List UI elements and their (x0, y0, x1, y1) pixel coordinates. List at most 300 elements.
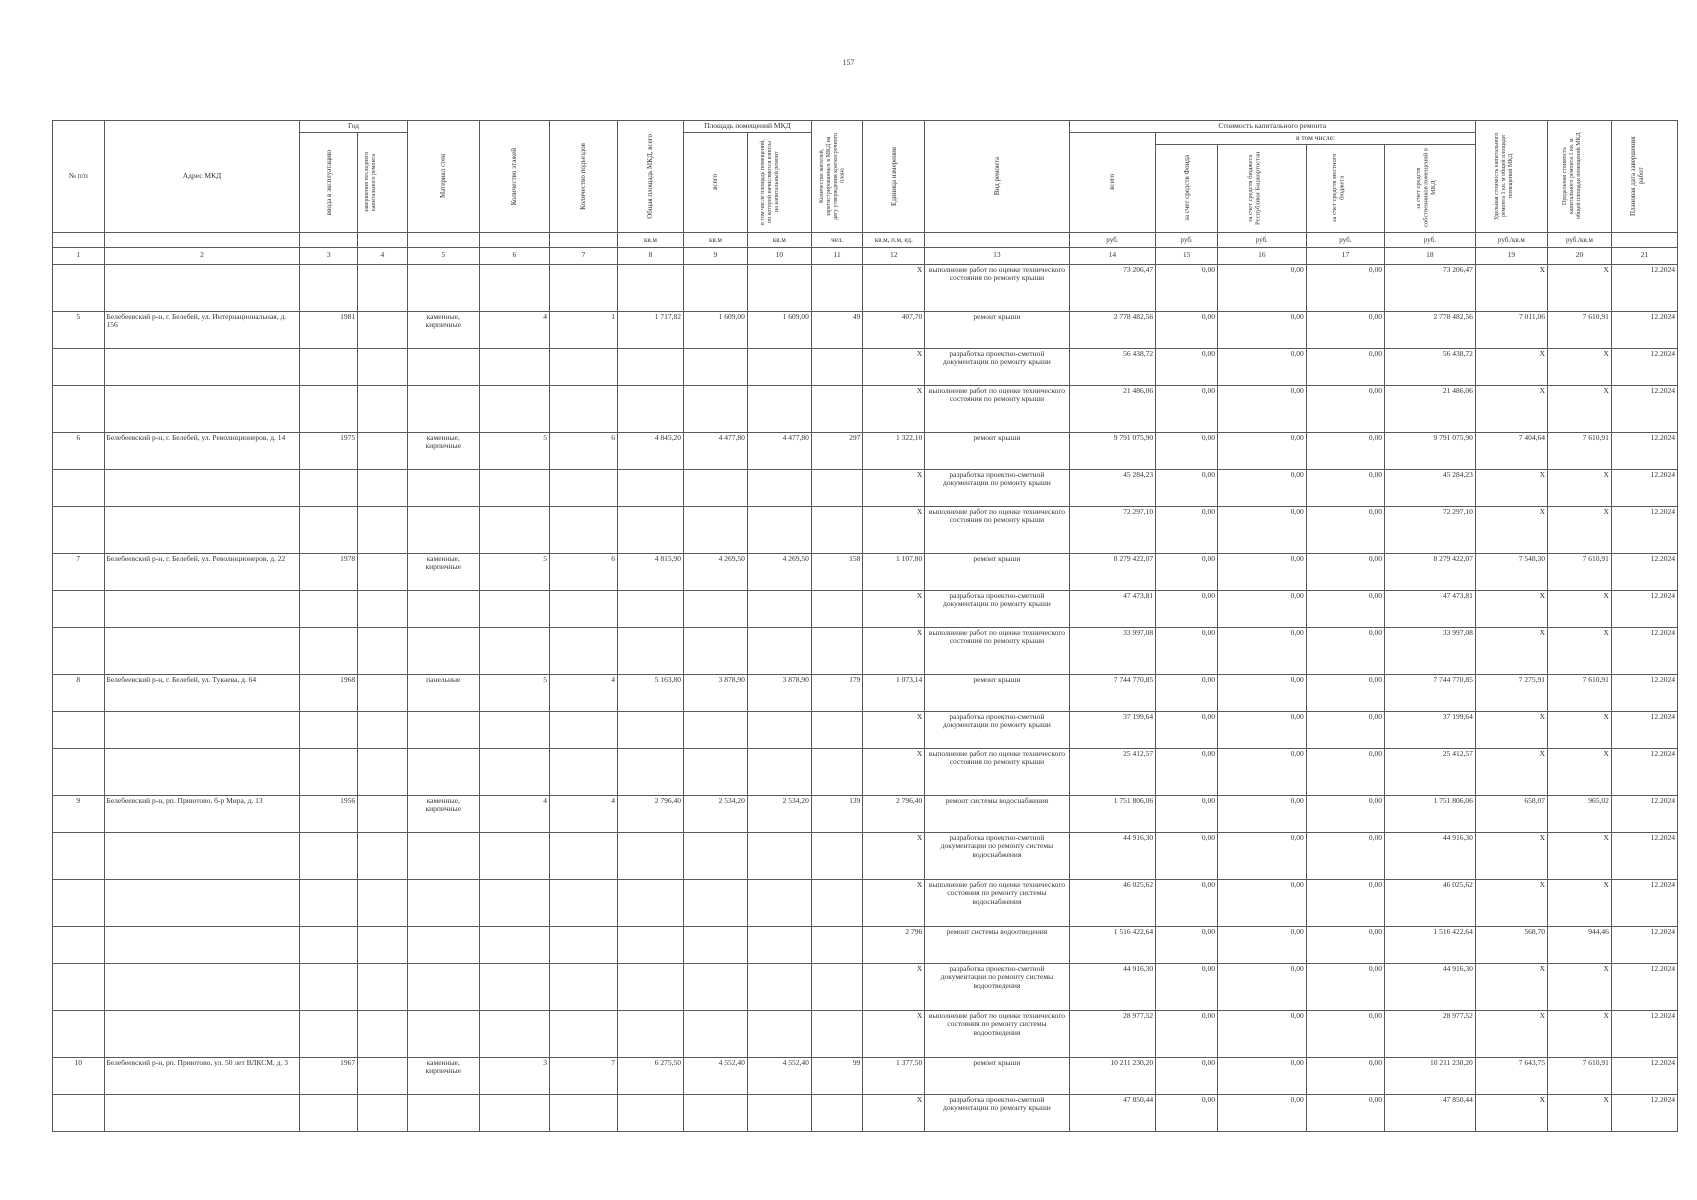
cell-unit: X (1475, 748, 1547, 795)
cell-unit: X (1475, 832, 1547, 879)
column-number-cell: 1 (53, 247, 105, 264)
header-year-last-repair: завершения последнего капитального ремонта (358, 133, 407, 233)
cell-c-own: 37 199,64 (1385, 711, 1476, 748)
header-floors: Количество этажей (479, 121, 549, 233)
cell-qty: 1 107,80 (863, 553, 925, 590)
cell-area (617, 348, 683, 385)
cell-floors (479, 1010, 549, 1057)
cell-area: 1 717,82 (617, 311, 683, 348)
cell-c-total: 73 206,47 (1069, 264, 1156, 311)
cell-num: 5 (53, 311, 105, 348)
cell-y2 (358, 879, 407, 926)
cell-wall: каменные, кирпичные (407, 432, 479, 469)
cell-c-total: 45 284,23 (1069, 469, 1156, 506)
cell-address (104, 627, 300, 674)
header-cost-republic: за счет средств бюджета Республики Башкортостан (1218, 144, 1307, 232)
cell-address (104, 506, 300, 553)
cell-y2 (358, 926, 407, 963)
page-number: 157 (842, 58, 855, 67)
cell-qty: 1 377,50 (863, 1057, 925, 1094)
cell-c-total: 21 486,06 (1069, 385, 1156, 432)
cell-max: X (1547, 348, 1611, 385)
cell-area (617, 506, 683, 553)
cell-y1 (300, 264, 358, 311)
cell-c-rep: 0,00 (1218, 795, 1307, 832)
cell-c-rep: 0,00 (1218, 385, 1307, 432)
cell-p-total (683, 748, 747, 795)
table-row (53, 832, 1678, 879)
cell-num (53, 506, 105, 553)
cell-ent (549, 385, 617, 432)
cell-y1 (300, 469, 358, 506)
cell-address (104, 832, 300, 879)
cell-ent (549, 348, 617, 385)
capital-repair-table (52, 120, 1678, 1132)
cell-max: X (1547, 385, 1611, 432)
cell-floors: 5 (479, 432, 549, 469)
header-deadline: Плановая дата завершения работ (1611, 121, 1677, 233)
cell-date: 12.2024 (1611, 469, 1677, 506)
unit-cell (358, 232, 407, 247)
cell-qty: X (863, 469, 925, 506)
cell-work: ремонт крыши (925, 553, 1069, 590)
cell-y2 (358, 1094, 407, 1131)
cell-wall (407, 879, 479, 926)
cell-max: X (1547, 879, 1611, 926)
column-number-cell: 21 (1611, 247, 1677, 264)
cell-p-total (683, 1010, 747, 1057)
table-row (53, 1010, 1678, 1057)
cell-c-loc: 0,00 (1306, 553, 1384, 590)
cell-address (104, 879, 300, 926)
cell-max: X (1547, 627, 1611, 674)
cell-qty: 407,70 (863, 311, 925, 348)
cell-floors: 5 (479, 553, 549, 590)
cell-work: выполнение работ по оценке технического состояния по ремонту крыши (925, 748, 1069, 795)
cell-p-fund (747, 711, 811, 748)
cell-ent (549, 832, 617, 879)
cell-res: 158 (811, 553, 863, 590)
table-row (53, 311, 1678, 348)
cell-c-fund: 0,00 (1156, 432, 1218, 469)
cell-c-total: 46 025,62 (1069, 879, 1156, 926)
cell-num (53, 469, 105, 506)
cell-c-total: 56 438,72 (1069, 348, 1156, 385)
cell-work: ремонт крыши (925, 311, 1069, 348)
column-number-cell: 17 (1306, 247, 1384, 264)
header-premises-fund: в том числе площадь помещений, по которой начисляются взносы на капитальный ремонт (747, 133, 811, 233)
cell-p-fund (747, 590, 811, 627)
cell-address (104, 385, 300, 432)
cell-p-total (683, 385, 747, 432)
cell-wall (407, 1094, 479, 1131)
cell-wall (407, 385, 479, 432)
cell-work: выполнение работ по оценке технического состояния по ремонту крыши (925, 385, 1069, 432)
cell-num: 7 (53, 553, 105, 590)
cell-res: 297 (811, 432, 863, 469)
cell-c-fund: 0,00 (1156, 1010, 1218, 1057)
cell-p-total (683, 926, 747, 963)
cell-area (617, 711, 683, 748)
cell-max: X (1547, 963, 1611, 1010)
cell-res: 99 (811, 1057, 863, 1094)
header-wall-material: Материал стен (407, 121, 479, 233)
cell-c-loc: 0,00 (1306, 432, 1384, 469)
header-premises-group: Площадь помещений МКД (683, 121, 811, 133)
cell-max: X (1547, 711, 1611, 748)
table-body (53, 264, 1678, 1131)
cell-address (104, 963, 300, 1010)
cell-res (811, 469, 863, 506)
column-number-cell: 19 (1475, 247, 1547, 264)
cell-y2 (358, 590, 407, 627)
cell-work: выполнение работ по оценке технического состояния по ремонту крыши (925, 264, 1069, 311)
cell-c-fund: 0,00 (1156, 348, 1218, 385)
cell-address: Белебеевский р-н, рп. Приютово, ул. 50 лет ВЛКСМ, д. 3 (104, 1057, 300, 1094)
cell-floors (479, 506, 549, 553)
cell-c-total: 47 473,81 (1069, 590, 1156, 627)
column-number-cell: 6 (479, 247, 549, 264)
cell-area (617, 963, 683, 1010)
cell-num: 10 (53, 1057, 105, 1094)
cell-p-total (683, 627, 747, 674)
cell-ent (549, 879, 617, 926)
table-row (53, 674, 1678, 711)
cell-c-own: 28 977,52 (1385, 1010, 1476, 1057)
cell-address: Белебеевский р-н, г. Белебей, ул. Революционеров, д. 14 (104, 432, 300, 469)
cell-c-total: 7 744 770,85 (1069, 674, 1156, 711)
cell-c-own: 2 778 482,56 (1385, 311, 1476, 348)
cell-date: 12.2024 (1611, 432, 1677, 469)
header-cost-sub: в том числе: (1156, 133, 1476, 145)
cell-c-own: 21 486,06 (1385, 385, 1476, 432)
cell-qty: X (863, 963, 925, 1010)
cell-c-total: 2 778 482,56 (1069, 311, 1156, 348)
column-number-cell: 13 (925, 247, 1069, 264)
cell-ent: 4 (549, 674, 617, 711)
cell-wall: каменные, кирпичные (407, 311, 479, 348)
cell-res (811, 1010, 863, 1057)
cell-num (53, 590, 105, 627)
cell-p-total: 2 534,20 (683, 795, 747, 832)
cell-c-rep: 0,00 (1218, 1094, 1307, 1131)
table-row (53, 590, 1678, 627)
cell-res (811, 1094, 863, 1131)
unit-cell: руб./кв.м (1547, 232, 1611, 247)
cell-unit: 7 275,91 (1475, 674, 1547, 711)
cell-c-total: 9 791 075,90 (1069, 432, 1156, 469)
unit-cell: руб. (1218, 232, 1307, 247)
cell-ent: 6 (549, 432, 617, 469)
cell-qty: X (863, 506, 925, 553)
cell-p-total (683, 879, 747, 926)
cell-work: ремонт системы водоотведения (925, 926, 1069, 963)
cell-c-loc: 0,00 (1306, 963, 1384, 1010)
cell-c-own: 1 751 806,06 (1385, 795, 1476, 832)
cell-ent: 4 (549, 795, 617, 832)
cell-wall (407, 506, 479, 553)
cell-c-own: 44 916,30 (1385, 963, 1476, 1010)
cell-ent (549, 590, 617, 627)
cell-p-total (683, 264, 747, 311)
cell-c-own: 56 438,72 (1385, 348, 1476, 385)
cell-c-fund: 0,00 (1156, 264, 1218, 311)
column-number-cell: 3 (300, 247, 358, 264)
cell-y2 (358, 963, 407, 1010)
cell-wall: каменные, кирпичные (407, 795, 479, 832)
cell-res (811, 711, 863, 748)
cell-ent (549, 469, 617, 506)
cell-wall (407, 832, 479, 879)
cell-p-total: 4 269,50 (683, 553, 747, 590)
cell-c-fund: 0,00 (1156, 711, 1218, 748)
cell-area (617, 627, 683, 674)
cell-qty: X (863, 348, 925, 385)
cell-date: 12.2024 (1611, 832, 1677, 879)
cell-work: разработка проектно-сметной документации по ремонту системы водоотведения (925, 963, 1069, 1010)
cell-res (811, 264, 863, 311)
table-row (53, 627, 1678, 674)
cell-work: ремонт крыши (925, 1057, 1069, 1094)
cell-c-rep: 0,00 (1218, 711, 1307, 748)
header-unit-cost: Удельная стоимость капитального ремонта 1 кв. м общей площади помещений МКД (1475, 121, 1547, 233)
unit-cell (104, 232, 300, 247)
unit-cell (1611, 232, 1677, 247)
cell-y2 (358, 469, 407, 506)
header-cost-owners: за счет средств собственников помещений в МКД (1385, 144, 1476, 232)
cell-wall (407, 469, 479, 506)
cell-num (53, 348, 105, 385)
cell-unit: X (1475, 506, 1547, 553)
header-work-qty: Единица измерения (863, 121, 925, 233)
cell-c-own: 33 997,08 (1385, 627, 1476, 674)
cell-res (811, 627, 863, 674)
cell-floors: 4 (479, 795, 549, 832)
cell-c-fund: 0,00 (1156, 506, 1218, 553)
cell-y1: 1981 (300, 311, 358, 348)
cell-area: 6 275,50 (617, 1057, 683, 1094)
cell-c-loc: 0,00 (1306, 1010, 1384, 1057)
cell-ent (549, 711, 617, 748)
cell-floors (479, 469, 549, 506)
cell-c-loc: 0,00 (1306, 748, 1384, 795)
cell-c-own: 73 206,47 (1385, 264, 1476, 311)
cell-c-own: 45 284,23 (1385, 469, 1476, 506)
cell-c-own: 47 473,81 (1385, 590, 1476, 627)
cell-p-fund (747, 469, 811, 506)
table-row (53, 506, 1678, 553)
cell-p-fund (747, 748, 811, 795)
cell-unit: 7 011,06 (1475, 311, 1547, 348)
cell-c-rep: 0,00 (1218, 469, 1307, 506)
cell-floors (479, 1094, 549, 1131)
cell-floors (479, 832, 549, 879)
cell-c-total: 72 297,10 (1069, 506, 1156, 553)
cell-c-total: 8 279 422,07 (1069, 553, 1156, 590)
cell-y2 (358, 348, 407, 385)
cell-address (104, 926, 300, 963)
cell-c-fund: 0,00 (1156, 311, 1218, 348)
cell-qty: X (863, 832, 925, 879)
cell-c-rep: 0,00 (1218, 832, 1307, 879)
cell-wall: каменные, кирпичные (407, 553, 479, 590)
cell-address: Белебеевский р-н, рп. Приютово, б-р Мира, д. 13 (104, 795, 300, 832)
header-cost-fund: за счет средств Фонда (1156, 144, 1218, 232)
cell-ent: 6 (549, 553, 617, 590)
cell-c-total: 44 916,30 (1069, 963, 1156, 1010)
cell-c-rep: 0,00 (1218, 264, 1307, 311)
cell-p-total (683, 832, 747, 879)
cell-res (811, 590, 863, 627)
column-number-cell: 20 (1547, 247, 1611, 264)
table-row (53, 553, 1678, 590)
cell-qty: 2 796,40 (863, 795, 925, 832)
cell-res (811, 748, 863, 795)
cell-c-rep: 0,00 (1218, 506, 1307, 553)
cell-c-loc: 0,00 (1306, 1094, 1384, 1131)
cell-unit: X (1475, 1010, 1547, 1057)
units-row (53, 232, 1678, 247)
table-row (53, 264, 1678, 311)
unit-cell (53, 232, 105, 247)
cell-c-fund: 0,00 (1156, 590, 1218, 627)
header-max-cost: Предельная стоимость капитального ремонта 1 кв. м общей площади помещений МКД (1547, 121, 1611, 233)
cell-date: 12.2024 (1611, 348, 1677, 385)
cell-work: выполнение работ по оценке технического состояния по ремонту системы водоотведения (925, 1010, 1069, 1057)
cell-c-total: 10 211 230,20 (1069, 1057, 1156, 1094)
cell-p-fund (747, 348, 811, 385)
cell-work: ремонт системы водоснабжения (925, 795, 1069, 832)
cell-unit: 7 404,64 (1475, 432, 1547, 469)
cell-c-rep: 0,00 (1218, 553, 1307, 590)
cell-qty: 2 796 (863, 926, 925, 963)
cell-num (53, 627, 105, 674)
cell-unit: 658,07 (1475, 795, 1547, 832)
cell-p-total: 4 552,40 (683, 1057, 747, 1094)
cell-work: разработка проектно-сметной документации по ремонту крыши (925, 590, 1069, 627)
cell-address (104, 264, 300, 311)
cell-date: 12.2024 (1611, 553, 1677, 590)
cell-work: разработка проектно-сметной документации по ремонту крыши (925, 348, 1069, 385)
cell-res (811, 348, 863, 385)
header-residents: Количество жителей, зарегистрированных в МКД на дату утверждения краткосрочного плана (811, 121, 863, 233)
cell-wall (407, 748, 479, 795)
cell-work: выполнение работ по оценке технического состояния по ремонту крыши (925, 506, 1069, 553)
cell-c-own: 7 744 770,85 (1385, 674, 1476, 711)
cell-address: Белебеевский р-н, г. Белебей, ул. Интернациональная, д. 156 (104, 311, 300, 348)
cell-date: 12.2024 (1611, 627, 1677, 674)
header-num: № п/п (53, 121, 105, 233)
cell-p-fund (747, 385, 811, 432)
cell-ent (549, 926, 617, 963)
column-number-cell: 9 (683, 247, 747, 264)
cell-max: X (1547, 264, 1611, 311)
header-cost-group: Стоимость капитального ремонта (1069, 121, 1475, 133)
cell-unit: X (1475, 469, 1547, 506)
cell-y2 (358, 795, 407, 832)
cell-max: X (1547, 832, 1611, 879)
cell-area: 4 815,90 (617, 553, 683, 590)
unit-cell: руб. (1385, 232, 1476, 247)
cell-qty: X (863, 1010, 925, 1057)
cell-area: 2 796,40 (617, 795, 683, 832)
unit-cell: руб./кв.м (1475, 232, 1547, 247)
cell-c-loc: 0,00 (1306, 879, 1384, 926)
unit-cell: кв.м, п.м, ед. (863, 232, 925, 247)
cell-unit: X (1475, 963, 1547, 1010)
cell-c-total: 28 977,52 (1069, 1010, 1156, 1057)
cell-c-total: 1 751 806,06 (1069, 795, 1156, 832)
cell-p-total (683, 348, 747, 385)
cell-y1 (300, 748, 358, 795)
cell-c-rep: 0,00 (1218, 748, 1307, 795)
cell-res: 49 (811, 311, 863, 348)
cell-address (104, 590, 300, 627)
cell-area (617, 748, 683, 795)
column-number-cell: 4 (358, 247, 407, 264)
cell-wall (407, 590, 479, 627)
cell-qty: 1 073,14 (863, 674, 925, 711)
cell-c-loc: 0,00 (1306, 506, 1384, 553)
column-number-cell: 10 (747, 247, 811, 264)
column-number-cell: 16 (1218, 247, 1307, 264)
cell-ent (549, 506, 617, 553)
cell-c-loc: 0,00 (1306, 385, 1384, 432)
cell-work: разработка проектно-сметной документации по ремонту крыши (925, 1094, 1069, 1131)
cell-qty: X (863, 590, 925, 627)
cell-y2 (358, 553, 407, 590)
cell-max: 7 610,91 (1547, 311, 1611, 348)
cell-date: 12.2024 (1611, 264, 1677, 311)
cell-floors (479, 264, 549, 311)
cell-date: 12.2024 (1611, 674, 1677, 711)
cell-p-total (683, 711, 747, 748)
cell-floors (479, 711, 549, 748)
cell-date: 12.2024 (1611, 926, 1677, 963)
cell-y1 (300, 506, 358, 553)
cell-address (104, 1094, 300, 1131)
header-address: Адрес МКД (104, 121, 300, 233)
cell-y2 (358, 1057, 407, 1094)
cell-y2 (358, 1010, 407, 1057)
cell-p-fund (747, 832, 811, 879)
cell-c-rep: 0,00 (1218, 311, 1307, 348)
cell-num (53, 879, 105, 926)
cell-address (104, 711, 300, 748)
cell-work: ремонт крыши (925, 432, 1069, 469)
cell-c-fund: 0,00 (1156, 553, 1218, 590)
cell-c-own: 72 297,10 (1385, 506, 1476, 553)
cell-qty: 1 322,10 (863, 432, 925, 469)
cell-address (104, 348, 300, 385)
cell-res (811, 506, 863, 553)
cell-c-own: 8 279 422,07 (1385, 553, 1476, 590)
cell-max: 7 610,91 (1547, 1057, 1611, 1094)
cell-c-loc: 0,00 (1306, 832, 1384, 879)
cell-address: Белебеевский р-н, г. Белебей, ул. Тукаева, д. 64 (104, 674, 300, 711)
cell-work: выполнение работ по оценке технического состояния по ремонту системы водоснабжения (925, 879, 1069, 926)
column-numbers-row (53, 247, 1678, 264)
cell-y2 (358, 832, 407, 879)
unit-cell: кв.м (683, 232, 747, 247)
cell-p-fund: 2 534,20 (747, 795, 811, 832)
cell-work: выполнение работ по оценке технического состояния по ремонту крыши (925, 627, 1069, 674)
cell-area: 5 163,80 (617, 674, 683, 711)
cell-c-loc: 0,00 (1306, 590, 1384, 627)
cell-floors (479, 926, 549, 963)
header-work-type: Вид ремонта (925, 121, 1069, 233)
cell-c-fund: 0,00 (1156, 385, 1218, 432)
